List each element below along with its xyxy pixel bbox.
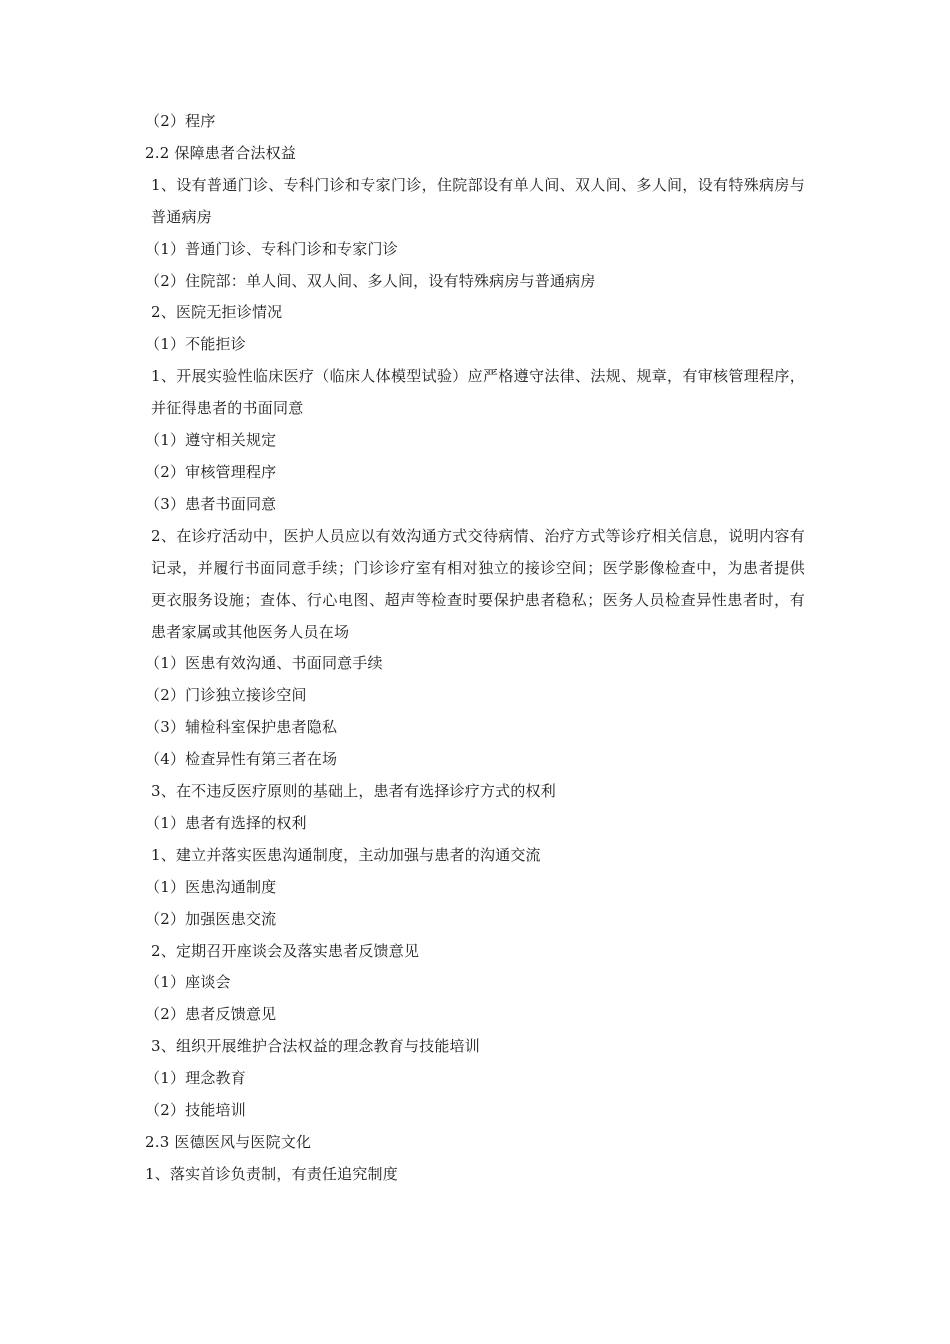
text-line: （3）患者书面同意 [145,494,277,513]
text-line: 1、落实首诊负责制，有责任追究制度 [145,1164,398,1183]
text-line: （2）住院部：单人间、双人间、多人间，设有特殊病房与普通病房 [145,271,596,290]
text-line: （2）技能培训 [145,1101,246,1120]
text-line: （2）审核管理程序 [145,462,277,481]
text-line: （3）辅检科室保护患者隐私 [145,718,338,737]
text-paragraph: 2、在诊疗活动中，医护人员应以有效沟通方式交待病情、治疗方式等诊疗相关信息，说明内容有记录，并履行书面同意手续；门诊诊疗室有相对独立的接诊空间；医学影像检查中，为患者提供更衣服务设施；查体、行心电图、超声等检查时要保护患者稳私；医务人员检查异性患者时，有患者家属或其他医务人员在场 [151,526,805,641]
section-heading: 2.3 医德医风与医院文化 [145,1133,312,1151]
text-line: 2、定期召开座谈会及落实患者反馈意见 [151,941,420,960]
text-line: （2）程序 [145,112,216,130]
text-line: （2）加强医患交流 [145,909,277,928]
text-line: （4）检查异性有第三者在场 [145,750,338,769]
text-line: （1）普通门诊、专科门诊和专家门诊 [145,239,398,258]
text-line: （1）遵守相关规定 [145,431,277,450]
text-line: 2、医院无拒诊情况 [151,303,283,322]
text-line: （2）患者反馈意见 [145,1005,277,1024]
section-heading: 2.2 保障患者合法权益 [145,143,297,162]
text-line: （1）理念教育 [145,1069,246,1088]
text-line: 3、组织开展维护合法权益的理念教育与技能培训 [151,1037,480,1056]
text-line: （2）门诊独立接诊空间 [145,686,307,705]
text-line: 1、建立并落实医患沟通制度，主动加强与患者的沟通交流 [151,845,541,864]
text-line: （1）座谈会 [145,973,231,992]
text-line: （1）不能拒诊 [145,335,246,354]
text-line: 3、在不违反医疗原则的基础上，患者有选择诊疗方式的权利 [151,782,556,801]
text-line: （1）医患沟通制度 [145,877,277,896]
text-line: （1）医患有效沟通、书面同意手续 [145,654,383,673]
text-line: （1）患者有选择的权利 [145,813,307,832]
document-body [145,106,805,1191]
text-paragraph: 1、开展实验性临床医疗（临床人体模型试验）应严格遵守法律、法规、规章，有审核管理程序，并征得患者的书面同意 [151,367,805,418]
text-paragraph: 1、设有普通门诊、专科门诊和专家门诊，住院部设有单人间、双人间、多人间，设有特殊病房与普通病房 [151,175,805,226]
